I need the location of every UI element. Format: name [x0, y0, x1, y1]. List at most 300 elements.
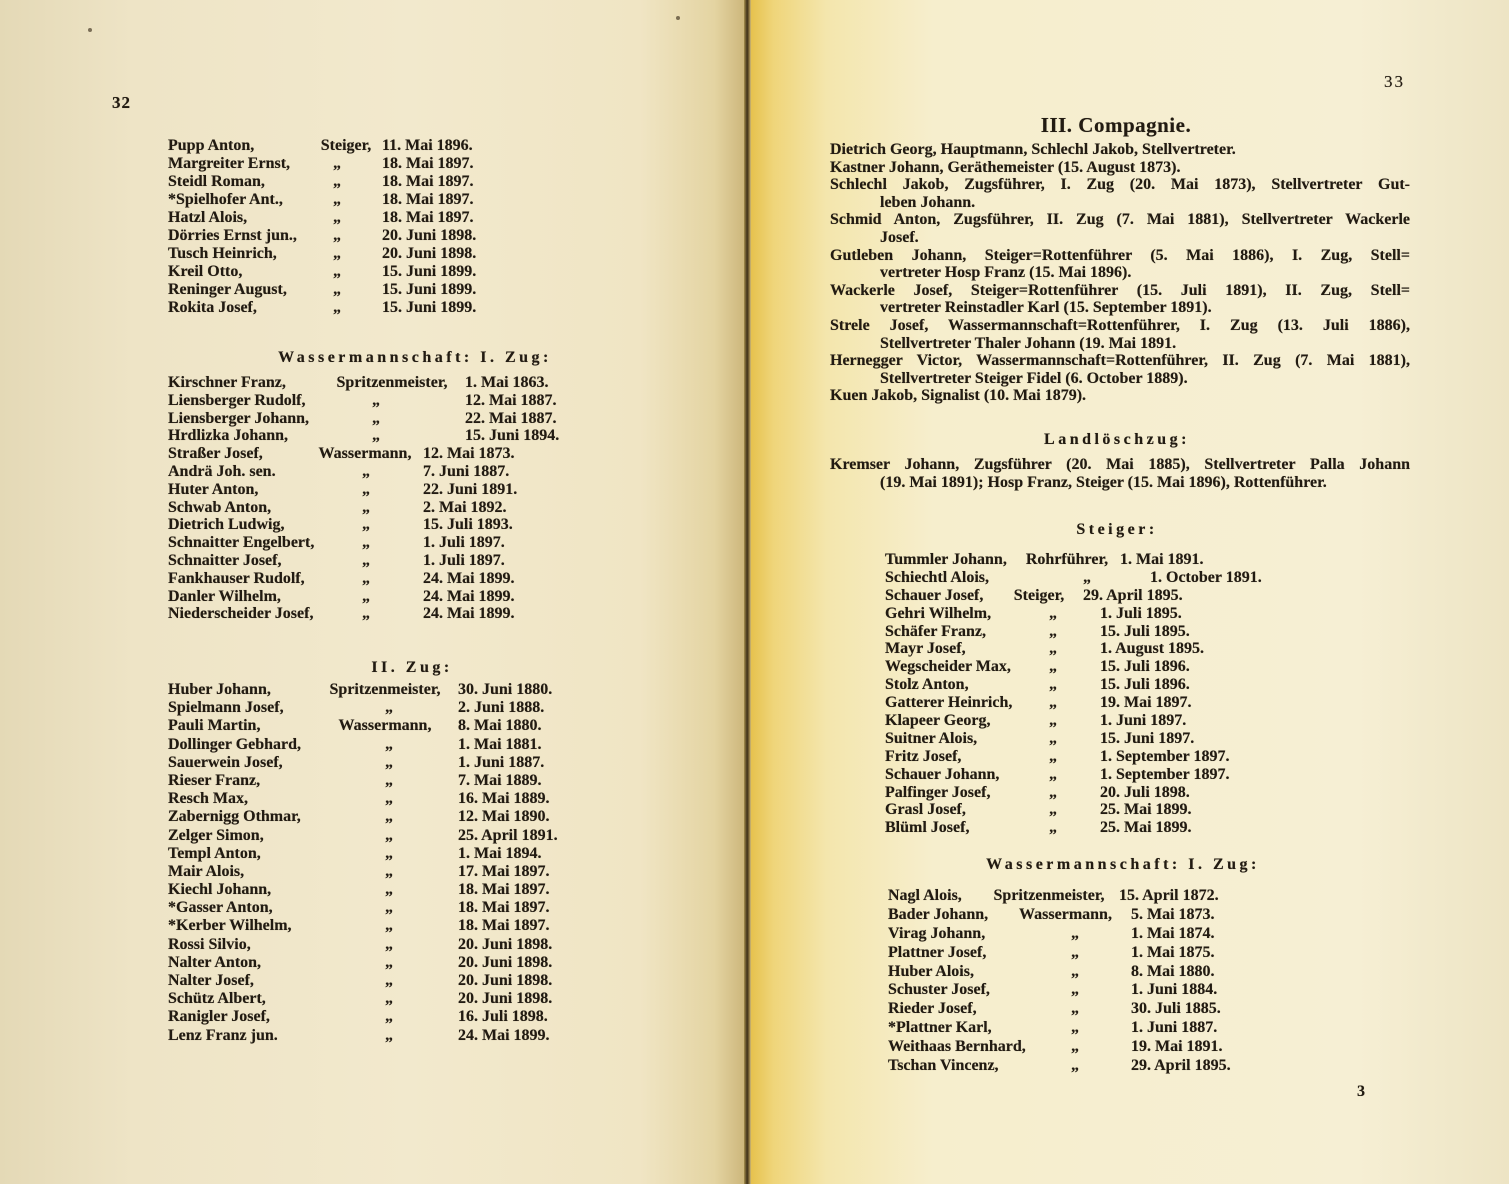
- member-date: 1. Juni 1887.: [1131, 1019, 1218, 1037]
- right-page: [751, 0, 1509, 1184]
- left-page: [0, 0, 744, 1184]
- member-name: Schnaitter Josef,: [168, 551, 282, 569]
- member-date: 1. Mai 1894.: [458, 844, 542, 862]
- member-name: Spielmann Josef,: [168, 699, 284, 717]
- member-role: Spritzenmeister,: [329, 681, 441, 698]
- member-name: Wegscheider Max,: [885, 658, 1011, 676]
- member-role: „: [333, 281, 341, 298]
- list-item: [168, 736, 558, 754]
- member-name: Tusch Heinrich,: [168, 245, 277, 262]
- member-name: Tschan Vincenz,: [888, 1057, 999, 1075]
- list-item: [168, 881, 558, 899]
- member-role: „: [1049, 819, 1057, 837]
- member-date: 20. Juni 1898.: [458, 935, 553, 953]
- member-date: 16. Mai 1889.: [458, 790, 550, 808]
- member-role: „: [362, 587, 370, 605]
- member-date: 15. Juni 1899.: [382, 299, 477, 316]
- member-name: Suitner Alois,: [885, 729, 978, 747]
- member-role: „: [385, 753, 393, 771]
- member-role: Wassermann,: [318, 445, 412, 463]
- list-item: [168, 299, 476, 317]
- list-item: [168, 245, 476, 263]
- member-role: „: [1049, 729, 1057, 747]
- member-name: Kirschner Franz,: [168, 374, 286, 391]
- list-item: [168, 392, 559, 410]
- list-item: [888, 944, 1231, 963]
- member-date: 1. Juni 1884.: [1131, 981, 1218, 999]
- member-role: „: [385, 771, 393, 789]
- list-item: [168, 191, 476, 209]
- member-name: Huter Anton,: [168, 480, 259, 498]
- member-date: 1. Mai 1881.: [458, 735, 542, 753]
- member-name: Schütz Albert,: [168, 990, 266, 1008]
- member-role: „: [385, 899, 393, 917]
- member-date: 1. August 1895.: [1100, 640, 1205, 658]
- member-date: 18. Mai 1897.: [458, 917, 550, 935]
- member-date: 1. Juni 1887.: [458, 753, 545, 771]
- member-date: 8. Mai 1880.: [1131, 962, 1215, 980]
- member-date: 1. Juli 1897.: [423, 534, 505, 552]
- member-name: Fankhauser Rudolf,: [168, 569, 305, 587]
- member-date: 19. Mai 1891.: [1131, 1038, 1223, 1056]
- section-heading: II. Zug:: [371, 659, 453, 676]
- member-date: 1. Juni 1897.: [1100, 712, 1187, 730]
- list-item: [885, 730, 1262, 748]
- member-role: „: [1071, 1019, 1079, 1037]
- list-item: [888, 1019, 1231, 1038]
- member-role: „: [362, 480, 370, 498]
- member-role: „: [385, 808, 393, 826]
- entry: [830, 456, 1410, 492]
- member-role: „: [385, 953, 393, 971]
- member-name: Ranigler Josef,: [168, 1008, 270, 1026]
- member-role: „: [1049, 801, 1057, 819]
- member-date: 18. Mai 1897.: [382, 209, 474, 226]
- member-role: „: [1049, 783, 1057, 801]
- member-date: 7. Juni 1887.: [423, 462, 510, 480]
- member-name: *Plattner Karl,: [888, 1019, 992, 1037]
- list-item: [168, 445, 559, 463]
- list-item: [168, 936, 558, 954]
- member-name: Niederscheider Josef,: [168, 605, 314, 623]
- member-date: 15. Juli 1893.: [423, 516, 513, 534]
- member-role: „: [385, 917, 393, 935]
- list-item: [168, 699, 558, 717]
- member-date: 24. Mai 1899.: [423, 587, 515, 605]
- member-name: Dörries Ernst jun.,: [168, 227, 297, 244]
- member-name: Schnaitter Engelbert,: [168, 534, 315, 552]
- entry: [830, 282, 1410, 317]
- page-number: 33: [1384, 72, 1405, 91]
- member-date: 15. Juni 1899.: [382, 263, 477, 280]
- member-date: 1. September 1897.: [1100, 765, 1230, 783]
- list-item: [168, 410, 559, 428]
- list-item: [168, 534, 559, 552]
- member-role: „: [1049, 676, 1057, 694]
- member-name: Nagl Alois,: [888, 887, 962, 904]
- member-date: 12. Mai 1887.: [465, 391, 557, 409]
- member-name: Gatterer Heinrich,: [885, 694, 1013, 712]
- member-date: 1. Mai 1875.: [1131, 943, 1215, 961]
- member-role: Wassermann,: [1019, 905, 1112, 923]
- member-role: „: [333, 245, 341, 262]
- member-name: *Kerber Wilhelm,: [168, 917, 292, 935]
- member-role: Steiger,: [320, 137, 372, 154]
- section-heading: Wassermannschaft: I. Zug:: [278, 349, 552, 366]
- list-item: [168, 516, 559, 534]
- list-item: [888, 906, 1231, 925]
- member-date: 15. Juli 1896.: [1100, 658, 1190, 676]
- member-name: Dietrich Ludwig,: [168, 516, 285, 534]
- member-date: 15. Juli 1895.: [1100, 622, 1190, 640]
- member-role: „: [362, 569, 370, 587]
- member-role: „: [333, 227, 341, 244]
- member-date: 25. Mai 1899.: [1100, 819, 1192, 837]
- list-item: [888, 963, 1231, 982]
- member-name: Andrä Joh. sen.: [168, 462, 276, 480]
- signature-mark: 3: [1357, 1083, 1365, 1100]
- member-list: [168, 137, 476, 317]
- entry-line: Wackerle Josef, Steiger=Rottenführer (15. Juli 1891), II. Zug, Stell=: [830, 281, 1410, 299]
- list-item: [885, 551, 1262, 569]
- list-item: [168, 552, 559, 570]
- entry-line: (19. Mai 1891); Hosp Franz, Steiger (15. Mai 1896), Rottenführer.: [880, 474, 1327, 491]
- member-name: Templ Anton,: [168, 844, 261, 862]
- member-role: „: [385, 935, 393, 953]
- member-date: 12. Mai 1873.: [423, 445, 515, 463]
- list-item: [168, 588, 559, 606]
- list-item: [168, 263, 476, 281]
- list-item: [885, 658, 1262, 676]
- member-date: 29. April 1895.: [1131, 1057, 1231, 1075]
- list-item: [168, 717, 558, 735]
- member-role: „: [385, 844, 393, 862]
- member-name: Virag Johann,: [888, 924, 986, 942]
- entry-line: Schmid Anton, Zugsführer, II. Zug (7. Mai 1881), Stellvertreter Wackerle: [830, 211, 1410, 229]
- member-role: Wassermann,: [338, 717, 432, 735]
- member-date: 18. Mai 1897.: [382, 191, 474, 208]
- member-name: Resch Max,: [168, 790, 248, 808]
- member-date: 18. Mai 1897.: [382, 155, 474, 172]
- member-date: 20. Juni 1898.: [458, 953, 553, 971]
- list-item: [885, 801, 1262, 819]
- member-role: „: [1049, 640, 1057, 658]
- list-item: [168, 227, 476, 245]
- member-date: 2. Juni 1888.: [458, 699, 545, 717]
- list-item: [168, 899, 558, 917]
- member-role: „: [1049, 765, 1057, 783]
- entry-line: Stellvertreter Thaler Johann (19. Mai 1891.: [880, 334, 1177, 352]
- member-date: 30. Juni 1880.: [458, 681, 553, 698]
- book-spine: [744, 0, 751, 1184]
- entry-line: Kremser Johann, Zugsführer (20. Mai 1885), Stellvertreter Palla Johann: [830, 456, 1410, 473]
- member-role: „: [333, 191, 341, 208]
- member-name: Mair Alois,: [168, 862, 245, 880]
- member-role: „: [333, 173, 341, 190]
- member-role: „: [1049, 694, 1057, 712]
- entry: [830, 159, 1410, 177]
- member-name: Liensberger Rudolf,: [168, 391, 306, 409]
- list-item: [885, 605, 1262, 623]
- member-date: 1. Juli 1897.: [423, 551, 505, 569]
- member-date: 22. Mai 1887.: [465, 409, 557, 427]
- landloeschzug-entries: [830, 456, 1410, 492]
- member-date: 15. Juni 1897.: [1100, 729, 1195, 747]
- member-date: 15. April 1872.: [1119, 887, 1219, 904]
- member-name: Huber Alois,: [888, 962, 974, 980]
- entry-line: Kuen Jakob, Signalist (10. Mai 1879).: [830, 387, 1087, 405]
- member-role: „: [385, 881, 393, 899]
- member-date: 15. Juni 1894.: [465, 427, 560, 445]
- list-item: [168, 1027, 558, 1045]
- member-name: Plattner Josef,: [888, 943, 987, 961]
- list-item: [885, 694, 1262, 712]
- list-item: [888, 925, 1231, 944]
- list-item: [888, 887, 1231, 906]
- member-date: 20. Juni 1898.: [382, 227, 477, 244]
- member-name: Schauer Johann,: [885, 765, 1000, 783]
- list-item: [885, 712, 1262, 730]
- member-name: Schauer Josef,: [885, 586, 984, 604]
- member-date: 30. Juli 1885.: [1131, 1000, 1221, 1018]
- list-item: [168, 972, 558, 990]
- member-role: „: [1049, 658, 1057, 676]
- member-name: Straßer Josef,: [168, 445, 263, 463]
- member-date: 25. Mai 1899.: [1100, 801, 1192, 819]
- member-role: „: [362, 534, 370, 552]
- member-list: [888, 887, 1231, 1076]
- member-date: 1. Juli 1895.: [1100, 604, 1182, 622]
- member-date: 24. Mai 1899.: [423, 605, 515, 623]
- list-item: [168, 427, 559, 445]
- member-name: Mayr Josef,: [885, 640, 966, 658]
- member-role: „: [1049, 747, 1057, 765]
- page-number: 32: [112, 93, 131, 112]
- member-list: [885, 551, 1262, 837]
- ink-speck: [88, 28, 92, 32]
- member-date: 5. Mai 1873.: [1131, 905, 1215, 923]
- member-name: Rieser Franz,: [168, 771, 261, 789]
- list-item: [168, 463, 559, 481]
- member-date: 7. Mai 1889.: [458, 771, 542, 789]
- member-name: Schiechtl Alois,: [885, 568, 990, 586]
- list-item: [885, 819, 1262, 837]
- member-role: „: [1071, 924, 1079, 942]
- entry-line: Schlechl Jakob, Zugsführer, I. Zug (20. Mai 1873), Stellvertreter Gut-: [830, 176, 1410, 194]
- member-name: Schuster Josef,: [888, 981, 990, 999]
- member-date: 1. October 1891.: [1150, 568, 1262, 586]
- member-role: Steiger,: [1013, 586, 1065, 604]
- member-role: „: [333, 209, 341, 226]
- entry-line: Dietrich Georg, Hauptmann, Schlechl Jakob, Stellvertreter.: [830, 141, 1236, 158]
- member-name: Rieder Josef,: [888, 1000, 977, 1018]
- member-name: Nalter Anton,: [168, 953, 262, 971]
- section-heading: Wassermannschaft: I. Zug:: [986, 856, 1260, 873]
- list-item: [168, 845, 558, 863]
- member-role: „: [372, 409, 380, 427]
- member-date: 17. Mai 1897.: [458, 862, 550, 880]
- member-name: *Gasser Anton,: [168, 899, 273, 917]
- entry-line: Hernegger Victor, Wassermannschaft=Rottenführer, II. Zug (7. Mai 1881),: [830, 352, 1410, 370]
- entry-line: Josef.: [880, 228, 919, 246]
- list-item: [168, 173, 476, 191]
- member-date: 8. Mai 1880.: [458, 717, 542, 735]
- entry: [830, 352, 1410, 387]
- member-role: „: [385, 790, 393, 808]
- officer-entries: [830, 141, 1410, 405]
- member-name: Fritz Josef,: [885, 747, 962, 765]
- member-role: „: [362, 605, 370, 623]
- member-date: 24. Mai 1899.: [458, 1026, 550, 1044]
- member-role: „: [385, 1026, 393, 1044]
- member-name: *Spielhofer Ant.,: [168, 191, 283, 208]
- list-item: [168, 481, 559, 499]
- member-name: Bader Johann,: [888, 905, 989, 923]
- member-name: Palfinger Josef,: [885, 783, 991, 801]
- entry-line: vertreter Reinstadler Karl (15. September 1891).: [880, 299, 1212, 317]
- member-date: 20. Juli 1898.: [1100, 783, 1190, 801]
- list-item: [168, 754, 558, 772]
- list-item: [168, 808, 558, 826]
- member-date: 12. Mai 1890.: [458, 808, 550, 826]
- member-name: Huber Johann,: [168, 681, 271, 698]
- member-role: Spritzenmeister,: [336, 374, 448, 391]
- member-role: Spritzenmeister,: [993, 887, 1105, 904]
- list-item: [168, 790, 558, 808]
- list-item: [888, 1057, 1231, 1076]
- entry-line: Stellvertreter Steiger Fidel (6. October 1889).: [880, 369, 1188, 387]
- entry-line: Kastner Johann, Geräthemeister (15. August 1873).: [830, 158, 1181, 176]
- member-name: Rossi Silvio,: [168, 935, 251, 953]
- member-name: Kiechl Johann,: [168, 881, 272, 899]
- member-role: „: [385, 1008, 393, 1026]
- member-role: „: [385, 699, 393, 717]
- member-role: „: [1049, 604, 1057, 622]
- entry: [830, 141, 1410, 159]
- list-item: [168, 1008, 558, 1026]
- member-date: 19. Mai 1897.: [1100, 694, 1192, 712]
- member-role: „: [333, 299, 341, 316]
- list-item: [168, 281, 476, 299]
- list-item: [168, 605, 559, 623]
- member-role: „: [372, 391, 380, 409]
- member-date: 20. Juni 1898.: [458, 972, 553, 989]
- member-role: „: [362, 462, 370, 480]
- member-name: Pupp Anton,: [168, 137, 255, 154]
- list-item: [885, 766, 1262, 784]
- member-date: 16. Juli 1898.: [458, 1008, 548, 1026]
- member-role: „: [333, 155, 341, 172]
- member-role: „: [372, 427, 380, 445]
- member-role: „: [362, 498, 370, 516]
- member-role: „: [385, 990, 393, 1008]
- member-name: Lenz Franz jun.: [168, 1026, 278, 1044]
- member-date: 2. Mai 1892.: [423, 498, 507, 516]
- member-name: Zelger Simon,: [168, 826, 264, 844]
- list-item: [168, 772, 558, 790]
- member-name: Hatzl Alois,: [168, 209, 248, 226]
- member-role: „: [1049, 622, 1057, 640]
- member-name: Zabernigg Othmar,: [168, 808, 301, 826]
- member-role: „: [362, 551, 370, 569]
- member-name: Rokita Josef,: [168, 299, 257, 316]
- list-item: [885, 748, 1262, 766]
- member-name: Schäfer Franz,: [885, 622, 987, 640]
- section-heading: Steiger:: [1076, 521, 1158, 538]
- member-date: 25. April 1891.: [458, 826, 558, 844]
- member-name: Schwab Anton,: [168, 498, 272, 516]
- entry: [830, 211, 1410, 246]
- list-item: [168, 681, 558, 699]
- member-date: 15. Juli 1896.: [1100, 676, 1190, 694]
- member-role: „: [385, 735, 393, 753]
- member-role: Rohrführer,: [1025, 551, 1109, 568]
- member-role: „: [1071, 1057, 1079, 1075]
- member-name: Sauerwein Josef,: [168, 753, 283, 771]
- member-name: Blüml Josef,: [885, 819, 970, 837]
- member-role: „: [1071, 981, 1079, 999]
- list-item: [888, 1038, 1231, 1057]
- company-title: III. Compagnie.: [1040, 113, 1192, 137]
- list-item: [885, 676, 1262, 694]
- ink-speck: [676, 16, 680, 20]
- member-date: 1. Mai 1891.: [1120, 551, 1204, 568]
- list-item: [168, 374, 559, 392]
- list-item: [885, 569, 1262, 587]
- member-date: 18. Mai 1897.: [458, 899, 550, 917]
- member-role: „: [1071, 1038, 1079, 1056]
- member-name: Danler Wilhelm,: [168, 587, 281, 605]
- member-name: Tummler Johann,: [885, 551, 1007, 568]
- member-date: 1. September 1897.: [1100, 747, 1230, 765]
- list-item: [888, 981, 1231, 1000]
- member-date: 24. Mai 1899.: [423, 569, 515, 587]
- list-item: [168, 155, 476, 173]
- member-date: 20. Juni 1898.: [382, 245, 477, 262]
- entry-line: vertreter Hosp Franz (15. Mai 1896).: [880, 264, 1132, 282]
- member-name: Margreiter Ernst,: [168, 155, 291, 172]
- list-item: [885, 640, 1262, 658]
- list-item: [168, 954, 558, 972]
- list-item: [885, 784, 1262, 802]
- list-item: [168, 917, 558, 935]
- member-name: Nalter Josef,: [168, 972, 254, 989]
- member-name: Grasl Josef,: [885, 801, 966, 819]
- entry: [830, 176, 1410, 211]
- list-item: [168, 827, 558, 845]
- member-name: Weithaas Bernhard,: [888, 1038, 1026, 1056]
- member-list: [168, 681, 558, 1045]
- member-role: „: [1071, 943, 1079, 961]
- member-date: 1. Mai 1874.: [1131, 924, 1215, 942]
- member-role: „: [1049, 712, 1057, 730]
- member-date: 15. Juni 1899.: [382, 281, 477, 298]
- member-date: 29. April 1895.: [1083, 586, 1183, 604]
- list-item: [888, 1000, 1231, 1019]
- entry: [830, 247, 1410, 282]
- section-heading: Landlöschzug:: [1044, 431, 1190, 448]
- list-item: [168, 990, 558, 1008]
- member-role: „: [1083, 568, 1091, 586]
- member-name: Klapeer Georg,: [885, 712, 991, 730]
- member-role: „: [385, 826, 393, 844]
- member-role: „: [385, 862, 393, 880]
- member-role: „: [333, 263, 341, 280]
- entry: [830, 387, 1410, 405]
- list-item: [168, 209, 476, 227]
- member-role: „: [362, 516, 370, 534]
- member-date: 11. Mai 1896.: [382, 137, 473, 154]
